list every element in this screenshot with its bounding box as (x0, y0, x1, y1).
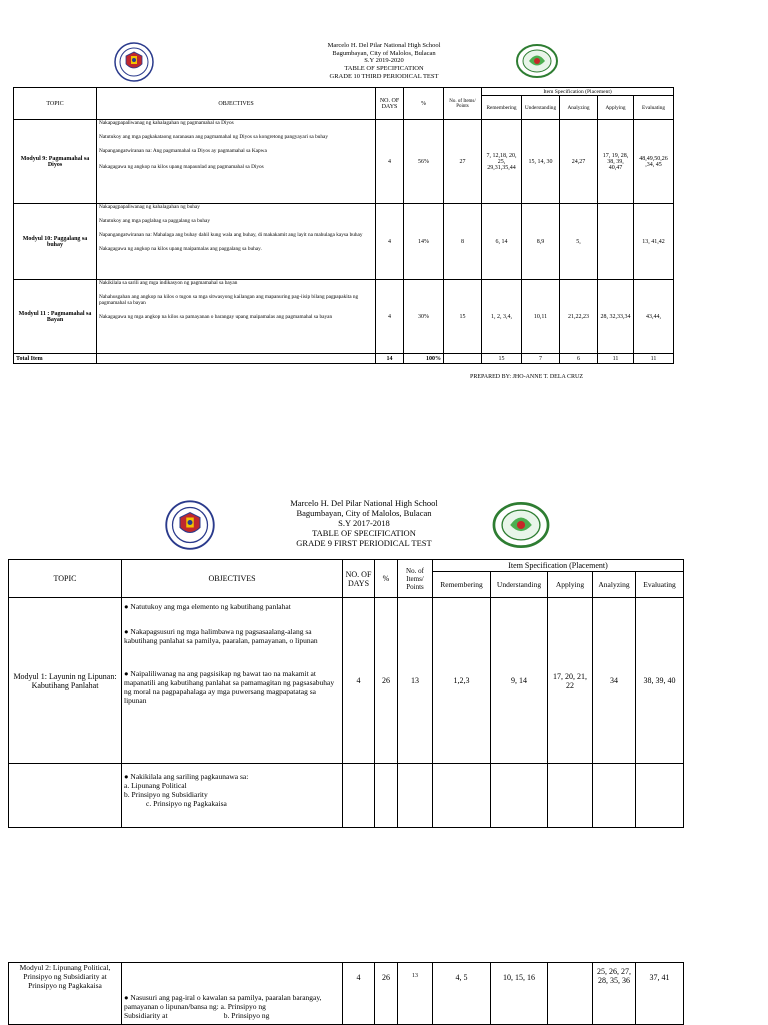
school-year: S.Y 2019-2020 (364, 57, 404, 65)
evaluating-cell: 37, 41 (636, 963, 684, 1025)
items-cell: 15 (444, 280, 482, 354)
document-header (214, 498, 514, 548)
prepared-by: PREPARED BY: JHO-ANNE T. DELA CRUZ (470, 374, 584, 380)
objective-item: Nakagagawa ng angkop na kilos upang mapaunlad ang pagmamahal sa Diyos (99, 164, 264, 170)
objective-item: Nakapagpapaliwanag ng kahalagahan ng buhay (99, 204, 200, 210)
total-evaluating: 11 (634, 354, 674, 364)
items-cell: 8 (444, 204, 482, 280)
header-percent: % (404, 88, 444, 120)
objective-item: Subsidiarity at b. Prinsipyo ng (124, 1011, 270, 1020)
days-cell (343, 764, 375, 828)
objective-item: Nakapagpapaliwanag ng kahalagahan ng pagmamahal sa Diyos (99, 120, 234, 126)
understanding-cell: 8,9 (522, 204, 560, 280)
percent-cell (375, 764, 398, 828)
document-subtitle: GRADE 9 FIRST PERIODICAL TEST (296, 538, 432, 549)
evaluating-cell: 38, 39, 40 (636, 598, 684, 764)
remembering-cell: 6, 14 (482, 204, 522, 280)
percent-cell: 56% (404, 120, 444, 204)
total-understanding: 7 (522, 354, 560, 364)
understanding-cell: 10, 15, 16 (491, 963, 548, 1025)
header-understanding: Understanding (491, 572, 548, 598)
evaluating-cell: 13, 41,42 (634, 204, 674, 280)
specification-table (13, 87, 674, 364)
header-understanding: Understanding (522, 96, 560, 120)
topic-cell: Modyul 1: Layunin ng Lipunan: Kabutihang Panlahat (9, 598, 122, 764)
objective-subitem: a. Lipunang Political (124, 781, 187, 790)
understanding-cell: 9, 14 (491, 598, 548, 764)
evaluating-cell: 48,49,50,26 ,34, 45 (634, 120, 674, 204)
remembering-cell: 1, 2, 3,4, (482, 280, 522, 354)
objective-item: Natutukoy ang mga paglabag sa paggalang sa buhay (99, 218, 211, 224)
header-analyzing: Analyzing (560, 96, 598, 120)
table-row (9, 598, 684, 764)
header-remembering: Remembering (482, 96, 522, 120)
header-days: NO. OF DAYS (376, 88, 404, 120)
table-row (9, 764, 684, 828)
document-page-1 (0, 0, 768, 400)
header-topic: TOPIC (14, 88, 97, 120)
analyzing-cell: 5, (560, 204, 598, 280)
applying-cell: 17, 19, 28, 38, 39, 40,47 (598, 120, 634, 204)
header-evaluating: Evaluating (634, 96, 674, 120)
applying-cell (548, 764, 593, 828)
total-days: 14 (376, 354, 404, 364)
items-cell: 13 (398, 598, 433, 764)
objective-item: Napangangatwiranan na: Ang pagmamahal sa Diyos ay pagmamahal sa Kapwa (99, 148, 267, 154)
objectives-cell (122, 764, 343, 828)
applying-cell: 17, 20, 21, 22 (548, 598, 593, 764)
header-applying: Applying (548, 572, 593, 598)
header-item-specification: Item Specification (Placement) (482, 88, 674, 96)
header-days: NO. OF DAYS (343, 560, 375, 598)
total-objectives-cell (97, 354, 376, 364)
analyzing-cell: 25, 26, 27, 28, 35, 36 (593, 963, 636, 1025)
objective-item: Natutukoy ang mga pagkakataong naranasan ang pagmamahal ng Diyos sa kongretong pangyayari sa buhay (99, 134, 329, 140)
items-cell: 27 (444, 120, 482, 204)
table-row (14, 204, 674, 280)
remembering-cell: 4, 5 (433, 963, 491, 1025)
items-cell: 13 (398, 963, 433, 1025)
specification-table (8, 559, 684, 828)
objective-item: Nakikilala sa sarili ang mga indikasyon ng pagmamahal sa bayan (99, 280, 238, 286)
objective-item: Nahahusgahan ang angkop na kilos o tugon sa mga sitwasyong kailangan ang mapanuring pag-iisip bilang pagpapakita ng pagmamahal sa bayan (99, 294, 359, 306)
objective-item: ● Nakapagsusuri ng mga halimbawa ng pagsasaalang-alang sa kabutihang panlahat sa pamilya, paaralan, pamayanan, o lipunan (124, 627, 318, 645)
days-cell: 4 (343, 963, 375, 1025)
header-topic: TOPIC (9, 560, 122, 598)
document-page-2 (0, 490, 768, 1024)
objective-item: ● Naipaliliwanag na ang pagsisikap ng bawat tao na makamit at mapanatili ang kabutihang panlahat sa pamamagitan ng pagsasabuhay ng moral na pagpapahalaga ay mga puwersang magpapatatag sa lipunan (124, 669, 335, 705)
percent-cell: 14% (404, 204, 444, 280)
total-analyzing: 6 (560, 354, 598, 364)
deped-seal-icon (114, 42, 154, 82)
understanding-cell (491, 764, 548, 828)
days-cell: 4 (376, 280, 404, 354)
analyzing-cell (593, 764, 636, 828)
objectives-cell (122, 963, 343, 1025)
objective-item: Nakagagawa ng angkop na kilos upang maipamalas ang paggalang sa buhay. (99, 246, 262, 252)
objective-item: Napangangatwiranan na: Mahalaga ang buhay dahil kung wala ang buhay, di makakamit ang layit na mahulaga kaysa buhay (99, 232, 363, 238)
header-item-specification: Item Specification (Placement) (433, 560, 684, 572)
school-address: Bagumbayan, City of Malolos, Bulacan (296, 508, 432, 519)
table-row (14, 280, 674, 354)
document-header (234, 42, 534, 80)
understanding-cell: 10,11 (522, 280, 560, 354)
objective-item: ● Nasusuri ang pag-iral o kawalan sa pamilya, paaralan barangay, pamayanan o lipunan/bansa ng: a. Prinsipyo ng (124, 993, 322, 1011)
document-title: TABLE OF SPECIFICATION (312, 528, 416, 539)
total-percent: 100% (404, 354, 444, 364)
evaluating-cell: 43,44, (634, 280, 674, 354)
applying-cell (548, 963, 593, 1025)
days-cell: 4 (343, 598, 375, 764)
header-items: No. of Items/ Points (398, 560, 433, 598)
applying-cell (598, 204, 634, 280)
header-remembering: Remembering (433, 572, 491, 598)
header-items: No. of Items/ Points (444, 88, 482, 120)
header-objectives: OBJECTIVES (97, 88, 376, 120)
objectives-cell (97, 120, 376, 204)
objective-subitem: b. Prinsipyo ng Subsidiarity (124, 790, 208, 799)
topic-cell: Modyul 9: Pagmamahal sa Diyos (14, 120, 97, 204)
header-evaluating: Evaluating (636, 572, 684, 598)
specification-table-continued (8, 962, 684, 1025)
topic-cell: Modyul 10: Paggalang sa buhay (14, 204, 97, 280)
document-subtitle: GRADE 10 THIRD PERIODICAL TEST (329, 72, 439, 80)
remembering-cell: 1,2,3 (433, 598, 491, 764)
school-name: Marcelo H. Del Pilar National High School (290, 498, 438, 508)
objective-item: ● Nakikilala ang sariling pagkaunawa sa: (124, 772, 249, 781)
remembering-cell (433, 764, 491, 828)
header-percent: % (375, 560, 398, 598)
applying-cell: 28, 32,33,34 (598, 280, 634, 354)
objectives-cell (122, 598, 343, 764)
total-items-cell (444, 354, 482, 364)
objectives-cell (97, 204, 376, 280)
header-analyzing: Analyzing (593, 572, 636, 598)
total-remembering: 15 (482, 354, 522, 364)
table-row (9, 963, 684, 1025)
remembering-cell: 7, 12,18, 20, 25, 29,31,35,44 (482, 120, 522, 204)
understanding-cell: 15, 14, 30 (522, 120, 560, 204)
school-name: Marcelo H. Del Pilar National High School (327, 42, 441, 49)
objective-item: Nakagagawa ng mga angkop na kilos sa pamayanan o barangay upang maipamalas ang pagmamahal sa bayan (99, 314, 333, 320)
table-row (14, 120, 674, 204)
school-year: S.Y 2017-2018 (338, 518, 390, 529)
total-row (14, 354, 674, 364)
percent-cell: 26 (375, 598, 398, 764)
analyzing-cell: 21,22,23 (560, 280, 598, 354)
percent-cell: 30% (404, 280, 444, 354)
days-cell: 4 (376, 120, 404, 204)
total-label: Total Item (14, 354, 97, 364)
evaluating-cell (636, 764, 684, 828)
topic-cell: Modyul 2: Lipunang Political, Prinsipyo ng Subsidiarity at Prinsipyo ng Pagkakaisa (9, 963, 122, 1025)
deped-seal-icon (165, 500, 215, 550)
objective-subitem: c. Prinsipyo ng Pagkakaisa (146, 799, 227, 808)
objective-item: ● Natutukoy ang mga elemento ng kabutihang panlahat (124, 602, 291, 611)
topic-cell: Modyul 11 : Pagmamahal sa Bayan (14, 280, 97, 354)
analyzing-cell: 24,27 (560, 120, 598, 204)
total-applying: 11 (598, 354, 634, 364)
school-address: Bagumbayan, City of Malolos, Bulacan (332, 49, 436, 57)
header-applying: Applying (598, 96, 634, 120)
document-title: TABLE OF SPECIFICATION (344, 64, 424, 72)
percent-cell: 26 (375, 963, 398, 1025)
header-objectives: OBJECTIVES (122, 560, 343, 598)
objectives-cell (97, 280, 376, 354)
days-cell: 4 (376, 204, 404, 280)
topic-cell (9, 764, 122, 828)
analyzing-cell: 34 (593, 598, 636, 764)
items-cell (398, 764, 433, 828)
